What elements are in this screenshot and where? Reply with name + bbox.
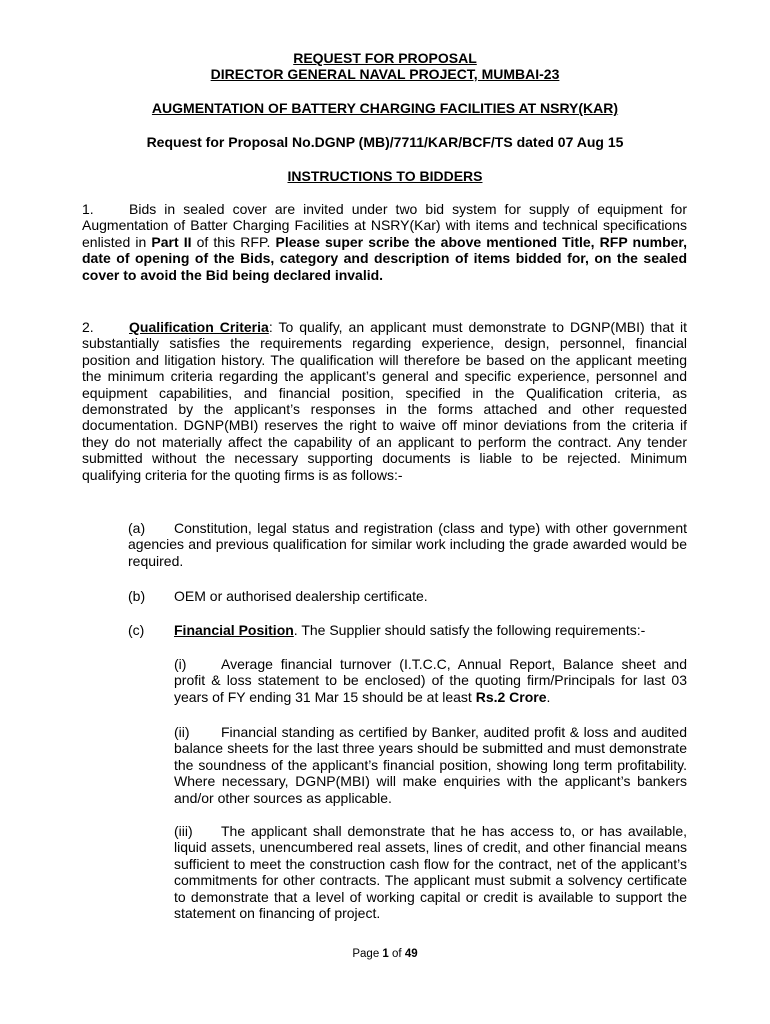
sub-item-label: (i) [174, 656, 187, 672]
project-title: AUGMENTATION OF BATTERY CHARGING FACILITIES AT NSRY(KAR) [151, 100, 619, 116]
page-footer [0, 948, 770, 960]
paragraph-text: Bids in sealed cover are invited under two bid system for supply of equipment for Augmentation of Batter Charging Facilities at NSRY(Kar) with items and technical specifications enlisted in [82, 201, 687, 250]
sub-item-ii [174, 724, 687, 806]
paragraph-number: 1. [82, 201, 94, 217]
item-c [128, 622, 687, 638]
item-text: OEM or authorised dealership certificate. [174, 588, 428, 604]
sub-item-iii [174, 823, 687, 921]
page-number: 1 [382, 948, 389, 960]
item-text: . The Supplier should satisfy the following requirements:- [293, 622, 646, 638]
sub-item-text: Financial standing as certified by Banker, audited profit & loss and audited balance sheets for the last three years should be submitted and must demonstrate the soundness of the applicant’s financial position, showing long term profitability. Where necessary, DGNP(MBI) will make enquiries with the applicant’s bankers and/or other sources as applicable. [174, 724, 687, 806]
item-label: (a) [128, 520, 146, 536]
item-b [128, 588, 687, 604]
part-reference: Part II [151, 233, 192, 250]
sub-item-label: (iii) [174, 823, 193, 839]
rfp-reference: Request for Proposal No.DGNP (MB)/7711/KAR/BCF/TS dated 07 Aug 15 [146, 134, 624, 150]
sub-item-label: (ii) [174, 724, 190, 740]
item-text: Constitution, legal status and registration (class and type) with other government agencies and previous qualification for similar work including the grade awarded would be required. [128, 520, 687, 569]
turnover-amount: Rs.2 Crore [475, 688, 547, 705]
sub-item-text: Average financial turnover (I.T.C.C, Annual Report, Balance sheet and profit & loss statement to be enclosed) of the quoting firm/Principals for last 03 years of FY ending 31 Mar 15 should be at least [174, 656, 687, 705]
financial-position-heading: Financial Position [174, 622, 294, 638]
page-word: Page [352, 948, 380, 960]
paragraph-text: of this RFP. [191, 233, 276, 250]
paragraph-number: 2. [82, 319, 94, 335]
item-label: (c) [128, 622, 145, 638]
item-a [128, 520, 687, 569]
header-line2: DIRECTOR GENERAL NAVAL PROJECT, MUMBAI-23 [210, 66, 560, 82]
paragraph-text: : To qualify, an applicant must demonstrate to DGNP(MBI) that it substantially satisfies the requirements regarding experience, design, personnel, financial position and litigation history. The qualification will therefore be based on the applicant meeting the minimum criteria regarding the applicant’s general and specific experience, personnel and equipment capabilities, and financial position, specified in the Qualification criteria, as demonstrated by the applicant’s responses in the forms attached and other requested documentation. DGNP(MBI) reserves the right to waive off minor deviations from the criteria if they do not materially affect the capability of an applicant to perform the contract. Any tender submitted without the necessary supporting documents is liable to be rejected. Minimum qualifying criteria for the quoting firms is as follows:- [82, 319, 687, 483]
header-line1: REQUEST FOR PROPOSAL [293, 50, 477, 66]
paragraph-bold-note: Please super scribe the above mentioned Title, RFP number, date of opening of the Bids, category and description of items bidded for, on the sealed cover to avoid the Bid being declared invalid. [82, 233, 687, 283]
sub-item-text: The applicant shall demonstrate that he has access to, or has available, liquid assets, unencumbered real assets, lines of credit, and other financial means sufficient to meet the construction cash flow for the contract, net of the applicant’s commitments for other contracts. The applicant must submit a solvency certificate to demonstrate that a level of working capital or credit is available to support the statement on financing of project. [174, 823, 687, 922]
total-pages: 49 [404, 948, 418, 960]
paragraph-1 [82, 201, 687, 283]
sub-item-i [174, 656, 687, 705]
sub-item-end: . [546, 688, 551, 705]
section-title: INSTRUCTIONS TO BIDDERS [287, 168, 483, 184]
of-word: of [392, 948, 402, 960]
item-label: (b) [128, 588, 146, 604]
qualification-criteria-heading: Qualification Criteria [129, 319, 269, 335]
paragraph-2 [82, 319, 687, 483]
